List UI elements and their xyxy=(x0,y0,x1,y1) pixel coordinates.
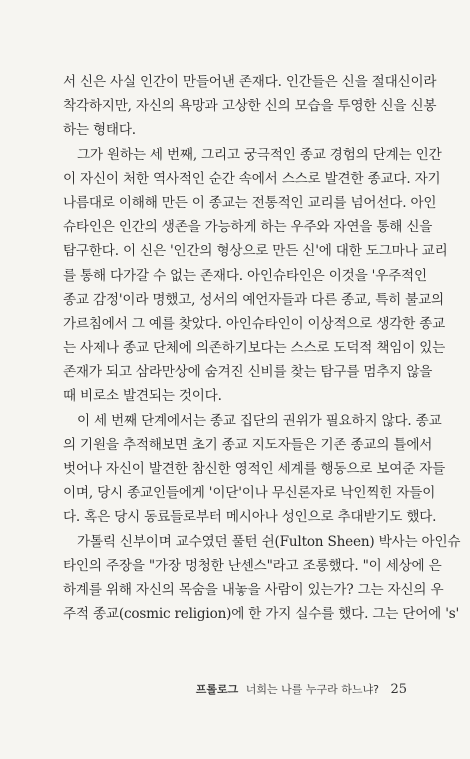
page-number: 25 xyxy=(390,682,407,697)
text-line: 종교 감정'이라 명했고, 성서의 예언자들과 다른 종교, 특히 불교의 xyxy=(63,291,444,308)
text-line: 타인의 주장을 "가장 멍청한 난센스"라고 조롱했다. "이 세상에 은 xyxy=(63,557,442,574)
text-line: 존재가 되고 삼라만상에 숨겨진 신비를 찾는 탐구를 멈추지 않을 xyxy=(63,364,433,381)
footer-section-title: 프롤로그 xyxy=(195,683,239,696)
text-line: 다. 혹은 당시 동료들로부터 메시아나 성인으로 추대받기도 했다. xyxy=(63,509,437,526)
text-line: 벗어나 자신이 발견한 참신한 영적인 세계를 행동으로 보여준 자들 xyxy=(63,461,446,477)
text-line: 가톨릭 신부이며 교수였던 풀턴 쉰(Fulton Sheen) 박사는 아인슈 xyxy=(77,533,461,550)
page-footer xyxy=(0,681,407,697)
text-line: 때 비로소 발견되는 것이다. xyxy=(63,388,222,405)
text-line: 하는 형태다. xyxy=(63,122,136,139)
text-line: 서 신은 사실 인간이 만들어낸 존재다. 인간들은 신을 절대신이라 xyxy=(63,74,437,90)
text-line: 를 통해 다가갈 수 없는 존재다. 아인슈타인은 이것을 '우주적인 xyxy=(63,267,427,284)
text-line: 의 기원을 추적해보면 초기 종교 지도자들은 기존 종교의 틀에서 xyxy=(63,436,433,453)
text-line: 는 사제나 종교 단체에 의존하기보다는 스스로 도덕적 책임이 있는 xyxy=(63,340,446,357)
text-line: 나름대로 이해해 만든 이 종교는 전통적인 교리를 넘어선다. 아인 xyxy=(63,194,437,211)
text-line: 그가 원하는 세 번째, 그리고 궁극적인 종교 경험의 단계는 인간 xyxy=(77,146,442,163)
text-line: 이며, 당시 종교인들에게 '이단'이나 무신론자로 낙인찍힌 자들이 xyxy=(63,485,436,502)
text-line: 이 자신이 처한 역사적인 순간 속에서 스스로 발견한 종교다. 자기 xyxy=(63,170,441,187)
text-line: 이 세 번째 단계에서는 종교 집단의 권위가 필요하지 않다. 종교 xyxy=(77,412,442,429)
text-line: 가르침에서 그 예를 찾았다. 아인슈타인이 이상적으로 생각한 종교 xyxy=(63,315,446,332)
text-column xyxy=(63,70,461,626)
footer-chapter-title: 너희는 나를 누구라 하느냐? xyxy=(245,683,379,696)
text-line: 주적 종교(cosmic religion)에 한 가지 실수를 했다. 그는 단어에 's' xyxy=(63,606,460,623)
text-line: 슈타인은 인간의 생존을 가능하게 하는 우주와 자연을 통해 신을 xyxy=(63,219,433,236)
text-line: 탐구한다. 이 신은 '인간의 형상으로 만든 신'에 대한 도그마나 교리 xyxy=(63,243,448,260)
text-line: 하계를 위해 자신의 목숨을 내놓을 사람이 있는가? 그는 자신의 우 xyxy=(63,581,444,598)
text-line: 착각하지만, 자신의 욕망과 고상한 신의 모습을 투영한 신을 신봉 xyxy=(63,98,437,115)
